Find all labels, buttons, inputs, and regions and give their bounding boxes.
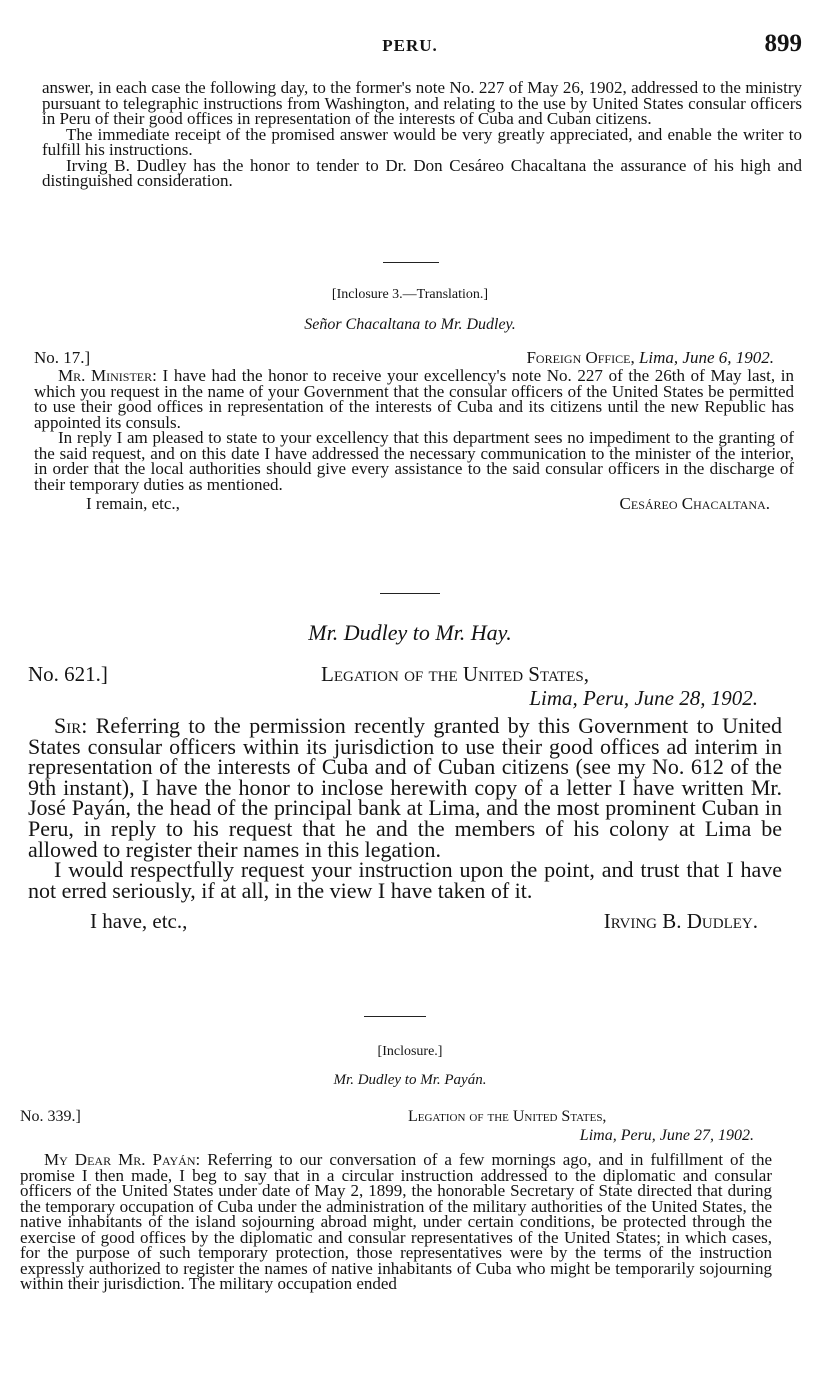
page-header: [0, 30, 820, 64]
letter-title: Mr. Dudley to Mr. Hay.: [308, 620, 512, 645]
letter-paragraph: In reply I am pleased to state to your excellency that this department sees no impediment to the granting of the said request, and on this date I have addressed the necessary communication to the minister of the interior, in order that the local authorities should give every assistance to the said consular officers in the discharge of their temporary duties as mentioned.: [34, 428, 794, 494]
paragraph-text: Referring to the permission recently granted by this Government to United States consular officers within its jurisdiction to use their good offices ad interim in representation of the interests of Cuba and of Cuban citizens (see my No. 612 of the 9th instant), I have the honor to inclose herewith copy of a letter I have written Mr. José Payán, the head of the principal bank at Lima, and the most prominent Cuban in Peru, in reply to his request that he and the members of his colony at Lima be allowed to register their names in this legation.: [28, 713, 783, 862]
inclosure-caption: [Inclosure 3.—Translation.]: [331, 287, 489, 302]
running-head: PERU.: [382, 36, 438, 55]
letter-621: [28, 660, 782, 935]
inclosure-letter: [20, 1108, 772, 1292]
dateline-place: Lima, June 6, 1902.: [638, 348, 774, 367]
letter-paragraph: [34, 368, 794, 430]
closing: I have, etc.,: [90, 909, 188, 934]
closing: I remain, etc.,: [86, 494, 180, 513]
dateline-place: Lima, Peru, June 28, 1902.: [529, 686, 758, 710]
letter-number: No. 17.]: [34, 348, 91, 367]
dateline-office: Legation of the United States,: [321, 662, 590, 686]
continuation-section: [42, 80, 802, 189]
inclosure-caption: [Inclosure.]: [377, 1044, 443, 1059]
letter-paragraph: [28, 713, 783, 862]
dateline-text: [526, 348, 774, 368]
dateline-office: Foreign Office,: [526, 348, 635, 367]
continuation-paragraph: The immediate receipt of the promised answer would be very greatly appreciated, and enable the writer to fulfill his instructions.: [42, 124, 802, 159]
section-divider: [383, 262, 439, 263]
page-number: 899: [764, 30, 802, 57]
dateline: [28, 660, 782, 710]
letter-paragraph: I would respectfully request your instruction upon the point, and trust that I have not erred seriously, if at all, in the view I have taken of it.: [28, 857, 782, 903]
salutation: Sir:: [54, 713, 88, 738]
section-divider: [380, 593, 440, 594]
letter-number: No. 621.]: [28, 662, 108, 686]
dateline: [34, 348, 794, 368]
letter-number: No. 339.]: [20, 1108, 81, 1125]
paragraph-text: Referring to our conversation of a few mornings ago, and in fulfillment of the promise I then made, I beg to say that in a circular instruction addressed to the diplomatic and consular officers of the United States under date of May 2, 1899, the honorable Secretary of State directed that during the temporary occupation of Cuba under the administration of the military authorities of the United States, the native inhabitants of the island sojourning abroad might, under certain conditions, be protected through the exercise of good offices by the diplomatic and consular representatives of the United States; in which cases, for the purpose of such temporary protection, those representatives were by the terms of the instruction expressly authorized to register the names of native inhabitants of Cuba who might be temporarily sojourning within their jurisdiction. The military occupation ended: [20, 1150, 773, 1293]
dateline-office: Legation of the United States,: [408, 1108, 607, 1125]
paragraph-text: I have had the honor to receive your excellency's note No. 227 of the 26th of May last, in which you request in the name of your Government that the consular officers of the United States be permitted to use their good offices in representation of the interests of Cuba and its citizens until the new Republic has appointed its consuls.: [34, 366, 794, 432]
section-divider: [364, 1016, 426, 1017]
salutation: Mr. Minister:: [58, 366, 157, 385]
dateline: [20, 1108, 772, 1146]
letter-title: Señor Chacaltana to Mr. Dudley.: [304, 316, 516, 333]
letter-paragraph: [20, 1152, 772, 1292]
salutation: My Dear Mr. Payán:: [44, 1150, 201, 1169]
dateline-place: Lima, Peru, June 27, 1902.: [579, 1127, 754, 1144]
signature: Irving B. Dudley.: [603, 909, 758, 934]
letter-title: Mr. Dudley to Mr. Payán.: [333, 1072, 487, 1088]
signature-row: [28, 909, 782, 935]
inclosure3-letter: [34, 348, 794, 514]
signature-row: [34, 494, 794, 514]
continuation-paragraph: Irving B. Dudley has the honor to tender to Dr. Don Cesáreo Chacaltana the assurance of his high and distinguished consideration.: [42, 155, 802, 190]
signature: Cesáreo Chacaltana.: [619, 494, 770, 513]
continuation-paragraph: answer, in each case the following day, to the former's note No. 227 of May 26, 1902, addressed to the ministry pursuant to telegraphic instructions from Washington, and relating to the use by United States consular officers in Peru of their good offices in representation of the interests of Cuba and Cuban citizens.: [42, 78, 802, 128]
